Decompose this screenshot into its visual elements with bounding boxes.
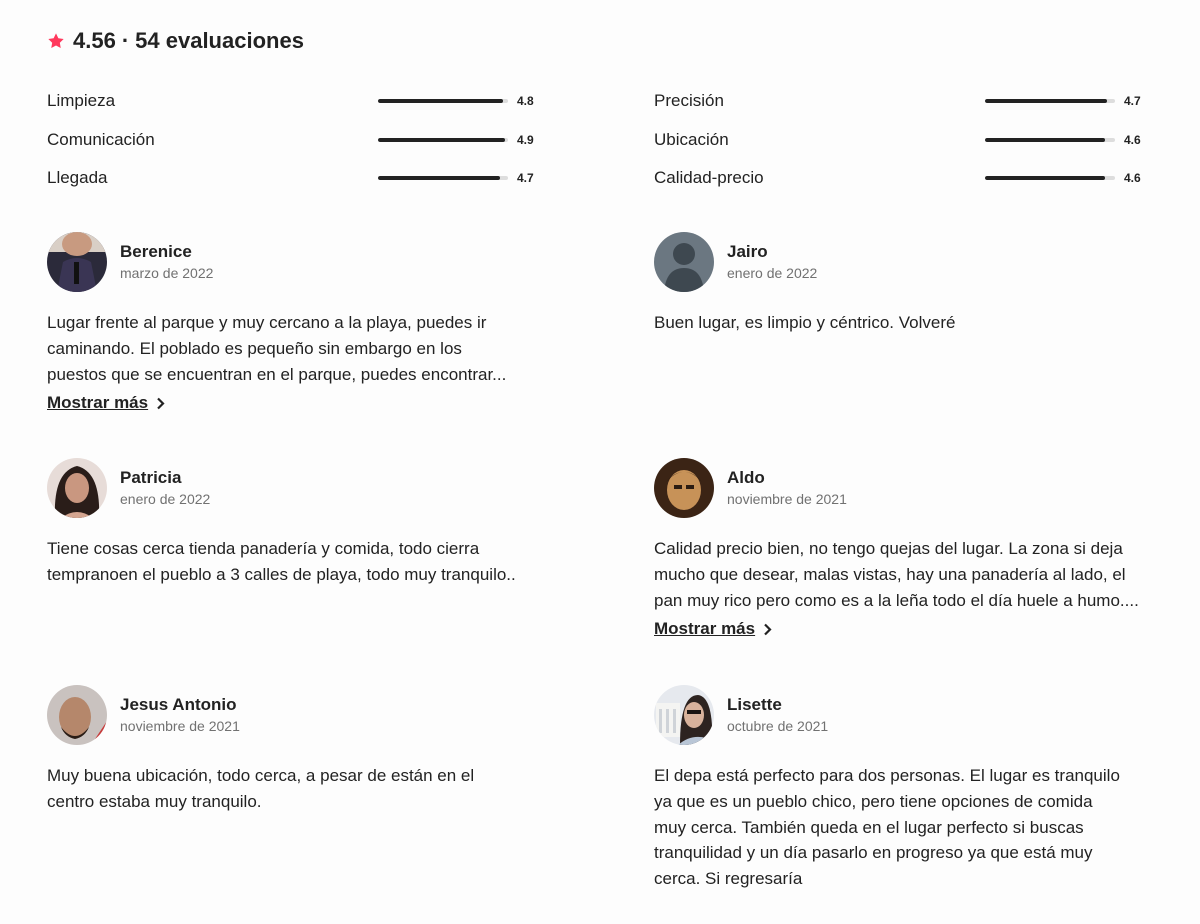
avatar[interactable] xyxy=(47,232,107,292)
rating-bar-fill xyxy=(378,99,503,103)
category-label: Limpieza xyxy=(47,91,116,110)
reviewer-name: Aldo xyxy=(727,468,765,487)
review-text xyxy=(47,536,547,588)
review-line: Muy buena ubicación, todo cerca, a pesar de están en el xyxy=(47,766,475,785)
category-row-location xyxy=(654,124,1144,163)
review-line: ya que es un pueblo chico, pero tiene opciones de comida xyxy=(654,791,1093,811)
category-label: Ubicación xyxy=(654,129,729,149)
reviewer-name: Patricia xyxy=(120,468,182,487)
chevron-right-icon xyxy=(763,623,772,636)
category-row-accuracy xyxy=(654,85,1144,124)
review-text xyxy=(654,310,1154,336)
avatar[interactable] xyxy=(47,685,107,745)
category-label: Calidad-precio xyxy=(654,168,764,187)
overall-rating: 4.56 xyxy=(73,28,116,53)
rating-bar-fill xyxy=(985,176,1105,180)
review-date: enero de 2022 xyxy=(120,491,211,507)
show-more-link[interactable] xyxy=(47,393,165,413)
separator-dot: · xyxy=(121,28,130,53)
rating-bar-fill xyxy=(985,99,1107,103)
category-value: 4.6 xyxy=(1124,132,1141,147)
review-header xyxy=(47,685,547,745)
rating-bar-fill xyxy=(378,138,505,142)
review-count: 54 evaluaciones xyxy=(135,28,304,53)
category-value: 4.7 xyxy=(517,171,534,185)
review-card xyxy=(47,685,547,815)
rating-summary xyxy=(47,28,304,54)
review-line: Tiene cosas cerca tienda panadería y comida, todo cierra xyxy=(47,539,480,558)
show-more-label: Mostrar más xyxy=(47,393,149,413)
avatar[interactable] xyxy=(654,458,714,518)
category-value: 4.6 xyxy=(1124,171,1141,185)
review-text xyxy=(47,310,547,387)
review-line: tranquilidad y un día pasarlo en progreso ya que está muy xyxy=(654,843,1093,863)
review-date: noviembre de 2021 xyxy=(120,718,240,734)
review-line: El depa está perfecto para dos personas. El lugar es tranquilo xyxy=(654,766,1120,785)
avatar[interactable] xyxy=(654,232,714,292)
category-value: 4.8 xyxy=(517,94,534,108)
rating-bar-fill xyxy=(378,176,500,180)
review-header xyxy=(654,685,1154,745)
category-row-value xyxy=(654,162,1144,201)
category-label: Llegada xyxy=(47,168,108,187)
review-text xyxy=(654,536,1154,613)
category-row-communication xyxy=(47,124,537,163)
review-date: octubre de 2021 xyxy=(727,718,829,734)
reviewer-name: Jairo xyxy=(727,242,768,261)
rating-bar xyxy=(985,138,1115,142)
review-line: caminando. El poblado es pequeño sin embargo en los xyxy=(47,338,462,358)
review-card xyxy=(47,458,547,588)
rating-bar-fill xyxy=(985,138,1105,142)
category-label: Precisión xyxy=(654,91,724,110)
reviewer-name: Berenice xyxy=(120,242,192,261)
category-row-check-in xyxy=(47,162,537,201)
review-line: centro estaba muy tranquilo. xyxy=(47,791,262,811)
star-icon xyxy=(47,32,65,50)
avatar[interactable] xyxy=(47,458,107,518)
category-column-right xyxy=(654,85,1144,201)
review-date: marzo de 2022 xyxy=(120,265,214,281)
rating-bar xyxy=(378,138,508,142)
rating-bar xyxy=(378,176,508,180)
category-column-left xyxy=(47,85,537,201)
review-text xyxy=(47,763,547,815)
review-line: puestos que se encuentran en el parque, puedes encontrar... xyxy=(47,364,507,384)
review-header xyxy=(47,458,547,518)
review-header xyxy=(47,232,547,292)
review-line: Buen lugar, es limpio y céntrico. Volveré xyxy=(654,313,956,332)
review-date: enero de 2022 xyxy=(727,265,818,281)
review-card xyxy=(654,685,1154,892)
review-text xyxy=(654,763,1154,892)
category-value: 4.9 xyxy=(517,132,534,147)
review-card xyxy=(654,458,1154,639)
review-card xyxy=(47,232,547,413)
review-line: muy cerca. También queda en el lugar perfecto si buscas xyxy=(654,817,1084,837)
reviewer-name: Lisette xyxy=(727,695,782,714)
review-line: mucho que desear, malas vistas, hay una panadería al lado, el xyxy=(654,564,1126,584)
category-value: 4.7 xyxy=(1124,94,1141,108)
review-line: cerca. Si regresaría xyxy=(654,869,803,889)
review-date: noviembre de 2021 xyxy=(727,491,847,507)
review-header xyxy=(654,232,1154,292)
reviewer-name: Jesus Antonio xyxy=(120,695,237,714)
show-more-label: Mostrar más xyxy=(654,619,756,639)
review-line: Calidad precio bien, no tengo quejas del lugar. La zona si deja xyxy=(654,539,1123,558)
rating-bar xyxy=(985,99,1115,103)
review-line: Lugar frente al parque y muy cercano a la playa, puedes ir xyxy=(47,313,487,332)
rating-bar xyxy=(378,99,508,103)
avatar[interactable] xyxy=(654,685,714,745)
category-row-cleanliness xyxy=(47,85,537,124)
review-card xyxy=(654,232,1154,336)
review-line: tempranoen el pueblo a 3 calles de playa, todo muy tranquilo.. xyxy=(47,564,516,584)
review-line: pan muy rico pero como es a la leña todo el día huele a humo.... xyxy=(654,590,1139,610)
category-label: Comunicación xyxy=(47,129,155,149)
chevron-right-icon xyxy=(156,397,165,410)
rating-bar xyxy=(985,176,1115,180)
show-more-link[interactable] xyxy=(654,619,772,639)
category-ratings xyxy=(0,85,1200,205)
review-header xyxy=(654,458,1154,518)
